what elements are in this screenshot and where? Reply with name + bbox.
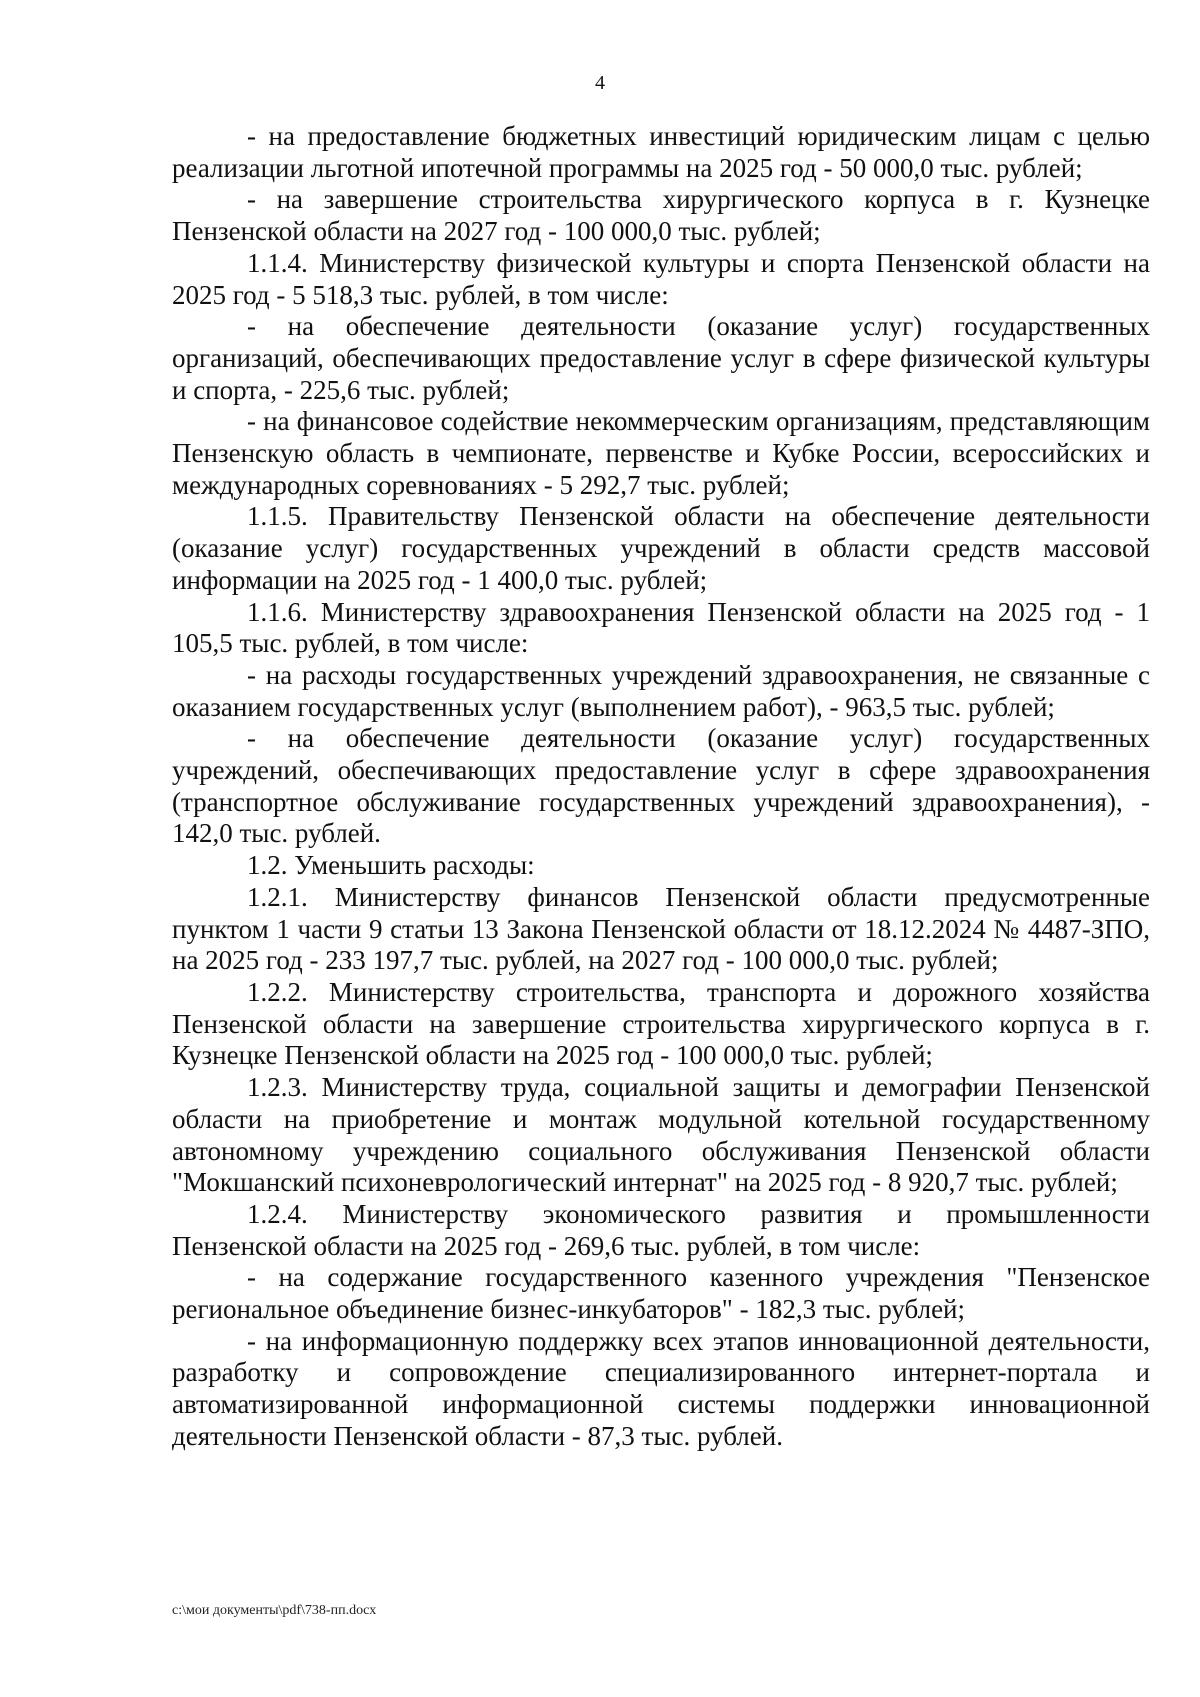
page-number: 4 <box>595 72 605 94</box>
paragraph-health-transport: - на обеспечение деятельности (оказание услуг) государственных учреждений, обеспечивающих предоставление услуг в сфере здравоохранения (транспортное обслуживание государственных учреждений здравоохранения), - 142,0 тыс. рублей. <box>172 723 1150 849</box>
paragraph-investments-mortgage: - на предоставление бюджетных инвестиций юридическим лицам с целью реализации льготной ипотечной программы на 2025 год - 50 000,0 тыс. рублей; <box>172 121 1150 183</box>
paragraph-surgical-building-2027: - на завершение строительства хирургического корпуса в г. Кузнецке Пензенской области на 2027 год - 100 000,0 тыс. рублей; <box>172 184 1150 247</box>
paragraph-health-expenses: - на расходы государственных учреждений здравоохранения, не связанные с оказанием государственных услуг (выполнением работ), - 963,5 тыс. рублей; <box>172 659 1150 722</box>
paragraph-1-1-4: 1.1.4. Министерству физической культуры и спорта Пензенской области на 2025 год - 5 518,3 тыс. рублей, в том числе: <box>172 247 1150 310</box>
paragraph-1-2-3: 1.2.3. Министерству труда, социальной защиты и демографии Пензенской области на приобретение и монтаж модульной котельной государственному автономному учреждению социального обслуживания Пензенской области "Мокшанский психоневрологический интернат" на 2025 год - 8 920,7 тыс. рублей; <box>172 1072 1150 1198</box>
paragraph-business-incubators: - на содержание государственного казенного учреждения "Пензенское региональное объединение бизнес-инкубаторов" - 182,3 тыс. рублей; <box>172 1262 1150 1325</box>
document-body <box>172 121 1150 1453</box>
file-path-footer: с:\мои документы\pdf\738-пп.docx <box>172 1603 377 1618</box>
paragraph-1-2-2: 1.2.2. Министерству строительства, транспорта и дорожного хозяйства Пензенской области на завершение строительства хирургического корпуса в г. Кузнецке Пензенской области на 2025 год - 100 000,0 тыс. рублей; <box>172 976 1150 1071</box>
paragraph-1-2-4: 1.2.4. Министерству экономического развития и промышленности Пензенской области на 2025 год - 269,6 тыс. рублей, в том числе: <box>172 1198 1150 1261</box>
paragraph-sport-services: - на обеспечение деятельности (оказание услуг) государственных организаций, обеспечивающих предоставление услуг в сфере физической культуры и спорта, - 225,6 тыс. рублей; <box>172 311 1150 405</box>
paragraph-1-1-6: 1.1.6. Министерству здравоохранения Пензенской области на 2025 год - 1 105,5 тыс. рублей, в том числе: <box>172 596 1150 659</box>
paragraph-1-2: 1.2. Уменьшить расходы: <box>247 850 535 881</box>
paragraph-1-1-5: 1.1.5. Правительству Пензенской области на обеспечение деятельности (оказание услуг) государственных учреждений в области средств массовой информации на 2025 год - 1 400,0 тыс. рублей; <box>172 501 1150 595</box>
paragraph-innovation-support: - на информационную поддержку всех этапов инновационной деятельности, разработку и сопровождение специализированного интернет-портала и автоматизированной информационной системы поддержки инновационной деятельности Пензенской области - 87,3 тыс. рублей. <box>172 1325 1150 1451</box>
paragraph-1-2-1: 1.2.1. Министерству финансов Пензенской области предусмотренные пунктом 1 части 9 статьи 13 Закона Пензенской области от 18.12.2024 № 4487-ЗПО, на 2025 год - 233 197,7 тыс. рублей, на 2027 год - 100 000,0 тыс. рублей; <box>172 881 1150 976</box>
paragraph-sport-nko: - на финансовое содействие некоммерческим организациям, представляющим Пензенскую область в чемпионате, первенстве и Кубке России, всероссийских и международных соревнованиях - 5 292,7 тыс. рублей; <box>172 406 1150 500</box>
